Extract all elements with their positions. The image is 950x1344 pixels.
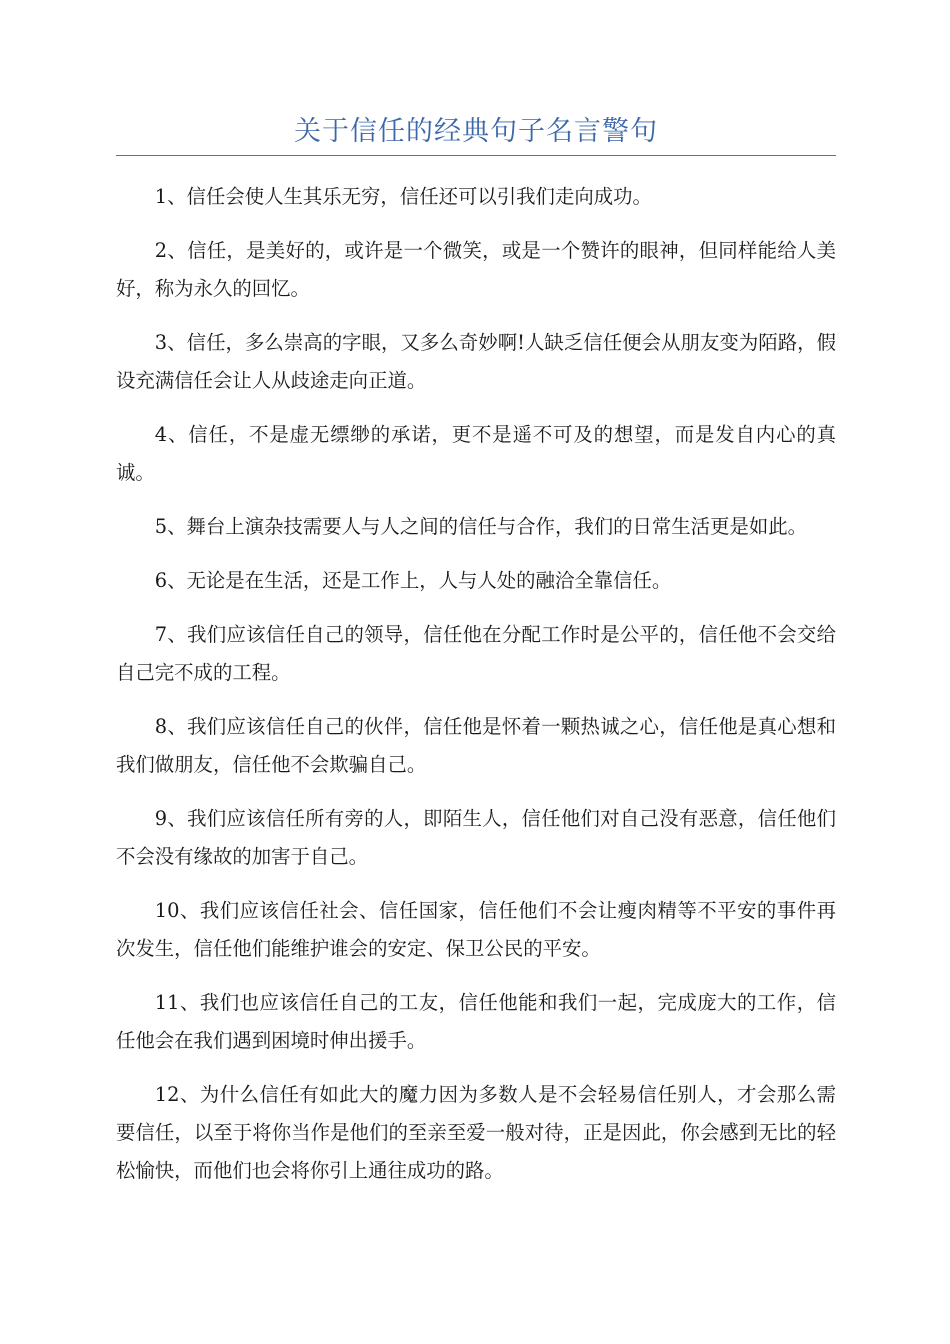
document-title: 关于信任的经典句子名言警句 — [294, 116, 658, 147]
quote-item-7: 7、我们应该信任自己的领导，信任他在分配工作时是公平的，信任他不会交给自己完不成的工程。 — [116, 623, 836, 684]
quote-item-11: 11、我们也应该信任自己的工友，信任他能和我们一起，完成庞大的工作，信任他会在我们遇到困境时伸出援手。 — [116, 991, 836, 1052]
quote-item-6: 6、无论是在生活，还是工作上，人与人处的融洽全靠信任。 — [154, 569, 672, 592]
quote-item-12: 12、为什么信任有如此大的魔力因为多数人是不会轻易信任别人，才会那么需要信任，以至于将你当作是他们的至亲至爱一般对待，正是因此，你会感到无比的轻松愉快，而他们也会将你引上通往成功的路。 — [116, 1083, 836, 1182]
quote-item-10: 10、我们应该信任社会、信任国家，信任他们不会让瘦肉精等不平安的事件再次发生，信任他们能维护谁会的安定、保卫公民的平安。 — [116, 899, 836, 960]
quote-item-3: 3、信任，多么崇高的字眼，又多么奇妙啊!人缺乏信任便会从朋友变为陌路，假设充满信任会让人从歧途走向正道。 — [116, 331, 836, 392]
document-page — [116, 112, 836, 1206]
quote-item-5: 5、舞台上演杂技需要人与人之间的信任与合作，我们的日常生活更是如此。 — [154, 515, 808, 538]
quote-list — [116, 178, 836, 1190]
quote-item-8: 8、我们应该信任自己的伙伴，信任他是怀着一颗热诚之心，信任他是真心想和我们做朋友，信任他不会欺骗自己。 — [116, 715, 836, 776]
quote-item-2: 2、信任，是美好的，或许是一个微笑，或是一个赞许的眼神，但同样能给人美好，称为永久的回忆。 — [116, 239, 836, 300]
quote-item-1: 1、信任会使人生其乐无穷，信任还可以引我们走向成功。 — [154, 185, 652, 208]
title-underline — [116, 155, 836, 156]
quote-item-9: 9、我们应该信任所有旁的人，即陌生人，信任他们对自己没有恶意，信任他们不会没有缘故的加害于自己。 — [116, 807, 836, 868]
quote-item-4: 4、信任，不是虚无缥缈的承诺，更不是遥不可及的想望，而是发自内心的真诚。 — [116, 423, 836, 484]
